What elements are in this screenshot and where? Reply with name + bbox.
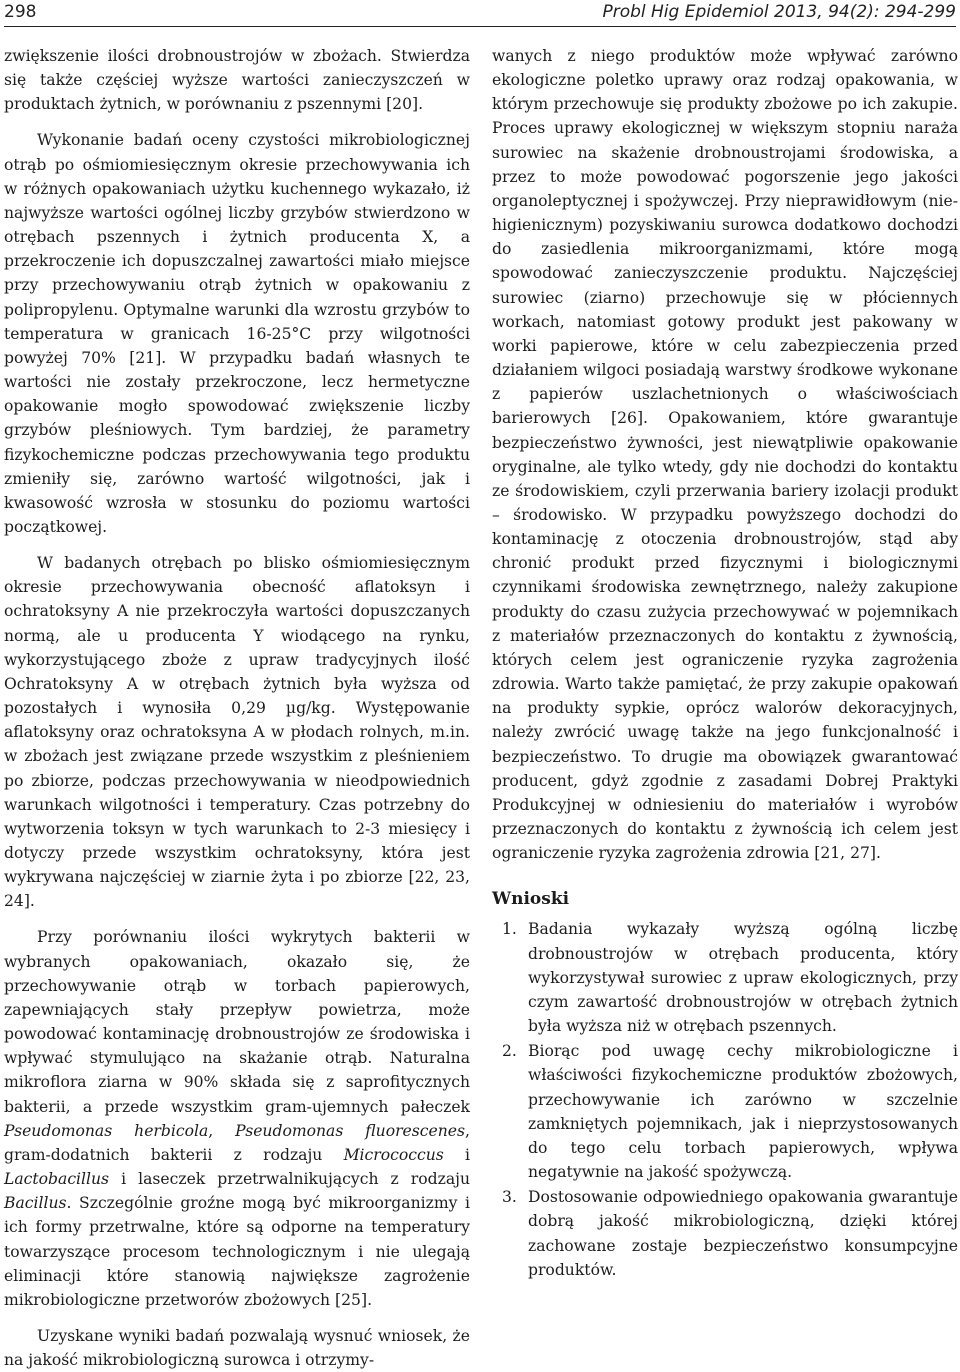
species-name: Pseudomonas herbicola [4,1121,209,1140]
species-name: Pseudomonas fluorescenes [235,1121,466,1140]
paragraph: zwiększenie ilości drobnoustrojów w zbożach. Stwierdza się także częściej wyższe wartości zanieczyszczeń w produktach żytnich, w porównaniu z pszennymi [20]. [4,47,470,114]
text-run: Przy porównaniu ilości wykrytych bakterii w wybranych opakowaniach, okazało się, że przechowywanie otrąb w torbach papierowych, zapewniających stały przepływ powietrza, może powodować kontaminację drobnoustrojów ze środowiska i wpływać stymulująco na skażanie otrąb. Naturalna mikroflora ziarna w 90% składa się z saprofitycznych bakterii, a przede wszystkim gram-ujemnych pałeczek [4,928,470,1116]
genus-name: Bacillus [4,1194,67,1213]
text-run: , [208,1121,236,1140]
genus-name: Lactobacillus [4,1170,110,1189]
journal-citation: Probl Hig Epidemiol 2013, 94(2): 294-299 [602,2,956,22]
text-run: . Szczególnie groźne mogą być mikroorganizmy i ich formy przetrwalne, które są odporne na temperatury towarzyszące procesom technologicznym i nie ulegają eliminacji które stanowią największe zagrożenie mikrobiologiczne przetworów zbożowych [25]. [4,1194,470,1309]
list-item [492,917,958,1038]
section-heading: Wnioski [492,889,570,910]
paragraph: Uzyskane wyniki badań pozwalają wysnuć wniosek, że na jakość mikrobiologiczną surowca i otrzymy- [4,1326,470,1370]
running-header [4,0,956,27]
list-item-text: Biorąc pod uwagę cechy mikrobiologiczne i właściwości fizykochemiczne produktów zbożowych, przechowywanie ich zarówno w szczelnie zamkniętych pojemnikach, jak i nieprzystosowanych do tego celu torbach papierowych, wpływa negatywnie na jakość spożywczą. [528,1042,958,1182]
genus-name: Micrococcus [343,1145,444,1164]
paragraph: Wykonanie badań oceny czystości mikrobiologicznej otrąb po ośmiomiesięcznym okresie przechowywania ich w różnych opakowaniach użytku kuchennego wykazało, iż najwyższe wartości ogólnej liczby grzybów stwierdzono w otrębach pszennych i żytnich producenta X, a przekroczenie ich dopuszczalnej zawartości miało miejsce przy przechowywaniu otrąb żytnich w opakowaniu z polipropylenu. Optymalne warunki dla wzrostu grzybów to temperatura w granicach 16-25°C przy wilgotności powyżej 70% [21]. W przypadku badań własnych te wartości nie zostały przekroczone, lecz hermetyczne opakowanie mogło spowodować zwiększenie liczby grzybów pleśniowych. Tym bardziej, że parametry fizykochemiczne podczas przechowywania tego produktu zmieniły się, zarówno wartość wilgotności, jak i kwasowość wzrosła w stosunku do poziomu wartości początkowej. [4,131,470,536]
paragraph: wanych z niego produktów może wpływać zarówno ekologiczne poletko uprawy oraz rodzaj opakowania, w którym przechowuje się produkty zbożowe po ich zakupie. Proces uprawy ekologicznej w większym stopniu naraża surowiec na skażenie drobnoustrojami środowiska, a przez to może powodować pogorszenie jego jakości organoleptycznej i spożywczej. Przy nieprawidłowym (nie-higienicznym) pozyskiwaniu surowca dodatkowo dochodzi do zasiedlenia mikroorganizmami, które mogą spowodować zanieczyszczenie produktu. Najczęściej surowiec (ziarno) przechowuje się w płóciennych workach, natomiast gotowy produkt jest pakowany w worki papierowe, które w celu zabezpieczenia przed działaniem wilgoci posiadają warstwy środkowe wykonane z papierów uszlachetnionych o właściwościach barierowych [26]. Opakowaniem, które gwarantuje bezpieczeństwo żywności, jest niewątpliwie opakowanie oryginalne, ale tylko wtedy, gdy nie dochodzi do kontaktu ze środowiskiem, czyli przerwania bariery izolacji produkt – środowisko. W przypadku powyższego dochodzi do kontaminację z otoczenia drobnoustrojów, stąd aby chronić produkt przed fizycznymi i biologicznymi czynnikami środowiska zewnętrznego, należy zakupione produkty do czasu zużycia przechowywać w pojemnikach z materiałów przeznaczonych do kontaktu z żywnością, których celem jest ograniczenie ryzyka zagrożenia zdrowia. Warto także pamiętać, że przy zakupie opakowań na produkty sypkie, oprócz walorów dekoracyjnych, należy zwrócić uwagę także na jego funkcjonalność i bezpieczeństwo. To drugie ma obowiązek gwarantować producent, gdyż zgodnie z zasadami Dobrej Praktyki Produkcyjnej w odniesieniu do materiałów i wyrobów przeznaczonych do kontaktu z żywnością ich celem jest ograniczenie ryzyka zagrożenia zdrowia [21, 27]. [492,47,958,863]
list-number: 3. [502,1188,517,1207]
list-number: 1. [502,920,517,939]
text-run: i [443,1145,471,1164]
conclusions-list [492,917,958,1281]
text-run: , gram-dodatnich bakterii z rodzaju [4,1121,470,1164]
page-number: 298 [4,2,37,22]
paragraph [4,925,470,1312]
text-run: i laseczek przetrwalnikujących z rodzaju [109,1170,470,1189]
left-column [4,44,470,1372]
right-column [492,44,958,1283]
paragraph: W badanych otrębach po blisko ośmiomiesięcznym okresie przechowywania obecność aflatoksyn i ochratoksyny A nie przekroczyła wartości dopuszczanych normą, ale u producenta Y wiodącego na rynku, wykorzystującego zboże z upraw tradycyjnych ilość Ochratoksyny A w otrębach żytnich była wyższa od pozostałych i wynosiła 0,29 µg/kg. Występowanie aflatoksyny oraz ochratoksyna A w płodach rolnych, m.in. w zbożach jest związane przede wszystkim z pleśnieniem po zbiorze, podczas przechowywania w nieodpowiednich warunkach wilgotności i temperatury. Czas potrzebny do wytworzenia toksyn w tych warunkach to 2-3 miesięcy i dotyczy przede wszystkim ochratoksyny, która jest wykrywana najczęściej w ziarnie żyta i po zbiorze [22, 23, 24]. [4,554,470,911]
list-number: 2. [502,1042,517,1061]
list-item-text: Dostosowanie odpowiedniego opakowania gwarantuje dobrą jakość mikrobiologiczną, dzięki której zachowane zostaje bezpieczeństwo konsumpcyjne produktów. [528,1188,958,1279]
list-item [492,1185,958,1282]
list-item [492,1039,958,1184]
list-item-text: Badania wykazały wyższą ogólną liczbę drobnoustrojów w otrębach producenta, który wykorzystywał surowiec z upraw ekologicznych, przy czym zawartość drobnoustrojów w otrębach żytnich była wyższa niż w otrębach pszennych. [528,920,958,1036]
